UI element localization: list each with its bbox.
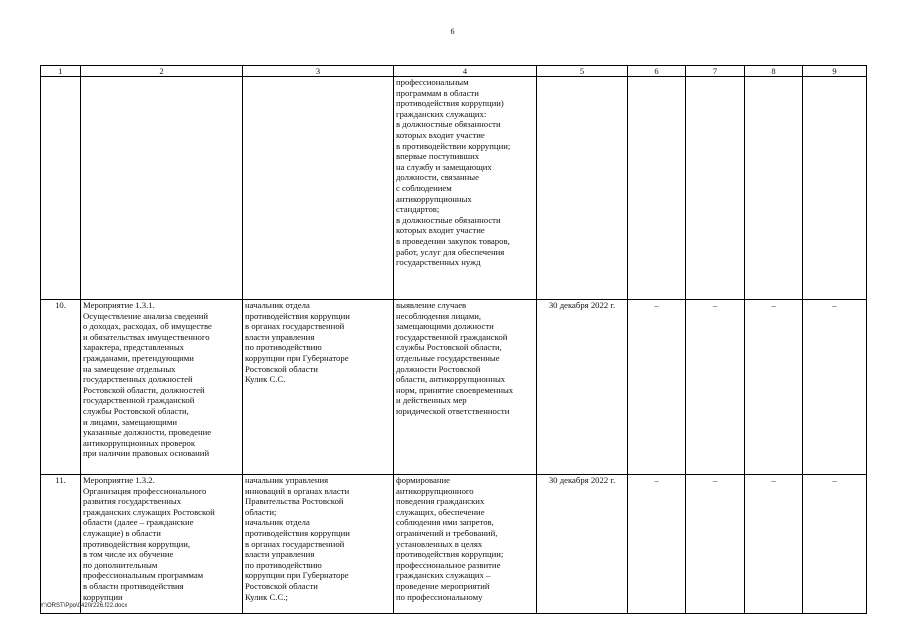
text-line: указанные должности, проведение	[83, 427, 212, 438]
text-line: гражданами, претендующими	[83, 352, 194, 363]
text-line: государственных нужд	[396, 257, 481, 268]
dash-cell: –	[628, 300, 686, 475]
text-line: Ростовской области	[245, 580, 318, 591]
row-number: 10.	[41, 300, 81, 475]
text-line: начальник отдела	[245, 300, 310, 310]
text-line: начальник управления	[245, 475, 329, 485]
text-line: в должностные обязанности	[396, 119, 501, 130]
text-line: в органах государственной	[245, 538, 345, 549]
text-line: ограничений и требований,	[396, 527, 498, 538]
text-line: профессиональным программам	[83, 570, 204, 581]
table-cell	[537, 77, 628, 300]
table-cell	[686, 77, 745, 300]
text-line: Мероприятие 1.3.2.	[83, 475, 155, 485]
text-line: соблюдения ими запретов,	[396, 517, 494, 528]
table-cell	[41, 77, 81, 300]
text-line: по профессиональному	[396, 591, 483, 602]
text-line: области, антикоррупционных	[396, 374, 506, 385]
dash-cell: –	[803, 475, 867, 614]
text-line: работ, услуг для обеспечения	[396, 246, 505, 257]
text-line: гражданских служащих:	[396, 108, 487, 119]
activity-cell	[81, 300, 243, 475]
text-line: которых входит участие	[396, 225, 485, 236]
text-line: государственной гражданской	[83, 395, 195, 406]
text-line: установленных в целях	[396, 538, 483, 549]
text-line: Ростовской области	[245, 363, 318, 374]
dash-cell: –	[686, 475, 745, 614]
column-number-row	[41, 66, 867, 77]
dash-cell: –	[745, 475, 803, 614]
column-number: 2	[81, 66, 243, 77]
text-line: области (далее – гражданские	[83, 517, 194, 528]
responsible-cell	[243, 300, 394, 475]
text-line: по противодействию	[245, 342, 322, 353]
text-line: служащих, обеспечение	[396, 506, 485, 517]
table-row	[41, 300, 867, 475]
activity-cell	[81, 475, 243, 614]
text-line: юридической ответственности	[396, 405, 510, 416]
column-number: 7	[686, 66, 745, 77]
text-line: профессиональным	[396, 77, 469, 87]
text-line: противодействия коррупции	[245, 310, 350, 321]
column-number: 5	[537, 66, 628, 77]
text-line: Организация профессионального	[83, 485, 207, 496]
text-line: несоблюдения лицами,	[396, 310, 482, 321]
text-line: стандартов;	[396, 204, 440, 215]
deadline-cell: 30 декабря 2022 г.	[537, 475, 628, 614]
text-line: должности, связанные	[396, 172, 479, 183]
text-line: которых входит участие	[396, 129, 485, 140]
text-line: в должностные обязанности	[396, 214, 501, 225]
column-number: 4	[394, 66, 537, 77]
text-line: Осуществление анализа сведений	[83, 310, 209, 321]
text-line: при наличии правовых оснований	[83, 448, 210, 459]
deadline-cell: 30 декабря 2022 г.	[537, 300, 628, 475]
table-cell	[243, 77, 394, 300]
text-line: должности Ростовской	[396, 363, 481, 374]
text-line: формирование	[396, 475, 451, 485]
text-line: в области противодействия	[83, 580, 184, 591]
text-line: гражданских служащих Ростовской	[83, 506, 215, 517]
text-line: профессиональное развитие	[396, 559, 501, 570]
column-number: 9	[803, 66, 867, 77]
text-line: о доходах, расходах, об имуществе	[83, 321, 212, 332]
dash-cell: –	[628, 475, 686, 614]
text-line: власти управления	[245, 331, 315, 342]
text-line: инноваций в органах власти	[245, 485, 350, 496]
table-cell	[803, 77, 867, 300]
text-line: коррупции при Губернаторе	[245, 352, 349, 363]
text-line: противодействия коррупции,	[83, 538, 191, 549]
text-line: в проведении закупок товаров,	[396, 235, 510, 246]
text-line: с соблюдением	[396, 182, 452, 193]
text-line: по противодействию	[245, 559, 322, 570]
column-number: 8	[745, 66, 803, 77]
responsible-cell	[243, 475, 394, 614]
text-line: власти управления	[245, 549, 315, 560]
text-line: начальник отдела	[245, 517, 310, 528]
text-line: области;	[245, 506, 277, 517]
text-line: на службу и замещающих	[396, 161, 492, 172]
text-line: антикоррупционного	[396, 485, 474, 496]
text-line: в противодействии коррупции;	[396, 140, 511, 151]
text-line: характера, представленных	[83, 342, 185, 353]
text-line: государственных должностей	[83, 374, 193, 385]
dash-cell: –	[745, 300, 803, 475]
table-row	[41, 475, 867, 614]
column-number: 1	[41, 66, 81, 77]
text-line: на замещение отдельных	[83, 363, 176, 374]
text-line: по дополнительным	[83, 559, 158, 570]
result-cell	[394, 77, 537, 300]
text-line: Мероприятие 1.3.1.	[83, 300, 155, 310]
text-line: служащие) в области	[83, 527, 161, 538]
text-line: впервые поступивших	[396, 151, 480, 162]
text-line: в том числе их обучение	[83, 549, 174, 560]
text-line: в органах государственной	[245, 321, 345, 332]
text-line: проведение мероприятий	[396, 580, 490, 591]
page-number: 6	[450, 27, 455, 36]
row-number: 11.	[41, 475, 81, 614]
text-line: развития государственных	[83, 496, 182, 507]
result-cell	[394, 300, 537, 475]
text-line: противодействия коррупции	[245, 527, 350, 538]
result-cell	[394, 475, 537, 614]
text-line: противодействия коррупции;	[396, 549, 504, 560]
text-line: коррупции при Губернаторе	[245, 570, 349, 581]
text-line: отдельные государственные	[396, 352, 500, 363]
text-line: Кулик С.С.;	[245, 591, 288, 602]
text-line: замещающими должности	[396, 321, 494, 332]
file-path-footer: Y:\ORST\Ppo\0420r226.f22.docx	[40, 603, 128, 609]
text-line: выявление случаев	[396, 300, 467, 310]
dash-cell: –	[803, 300, 867, 475]
text-line: и лицами, замещающими	[83, 416, 177, 427]
text-line: службы Ростовской области,	[396, 342, 502, 353]
text-line: норм, принятие своевременных	[396, 384, 514, 395]
text-line: и обязательствах имущественного	[83, 331, 210, 342]
text-line: Правительства Ростовской	[245, 496, 344, 507]
table-row-continued	[41, 77, 867, 300]
text-line: программам в области	[396, 87, 479, 98]
text-line: гражданских служащих –	[396, 570, 491, 581]
dash-cell: –	[686, 300, 745, 475]
text-line: государственной гражданской	[396, 331, 508, 342]
text-line: антикоррупционных проверок	[83, 437, 196, 448]
text-line: и действенных мер	[396, 395, 467, 406]
table-cell	[628, 77, 686, 300]
text-line: службы Ростовской области,	[83, 405, 189, 416]
text-line: поведения гражданских	[396, 496, 485, 507]
text-line: противодействия коррупции)	[396, 98, 504, 109]
text-line: антикоррупционных	[396, 193, 472, 204]
table-cell	[745, 77, 803, 300]
column-number: 6	[628, 66, 686, 77]
column-number: 3	[243, 66, 394, 77]
text-line: коррупции	[83, 591, 123, 602]
table-cell	[81, 77, 243, 300]
text-line: Кулик С.С.	[245, 374, 286, 385]
plan-table	[40, 65, 867, 614]
text-line: Ростовской области, должностей	[83, 384, 205, 395]
